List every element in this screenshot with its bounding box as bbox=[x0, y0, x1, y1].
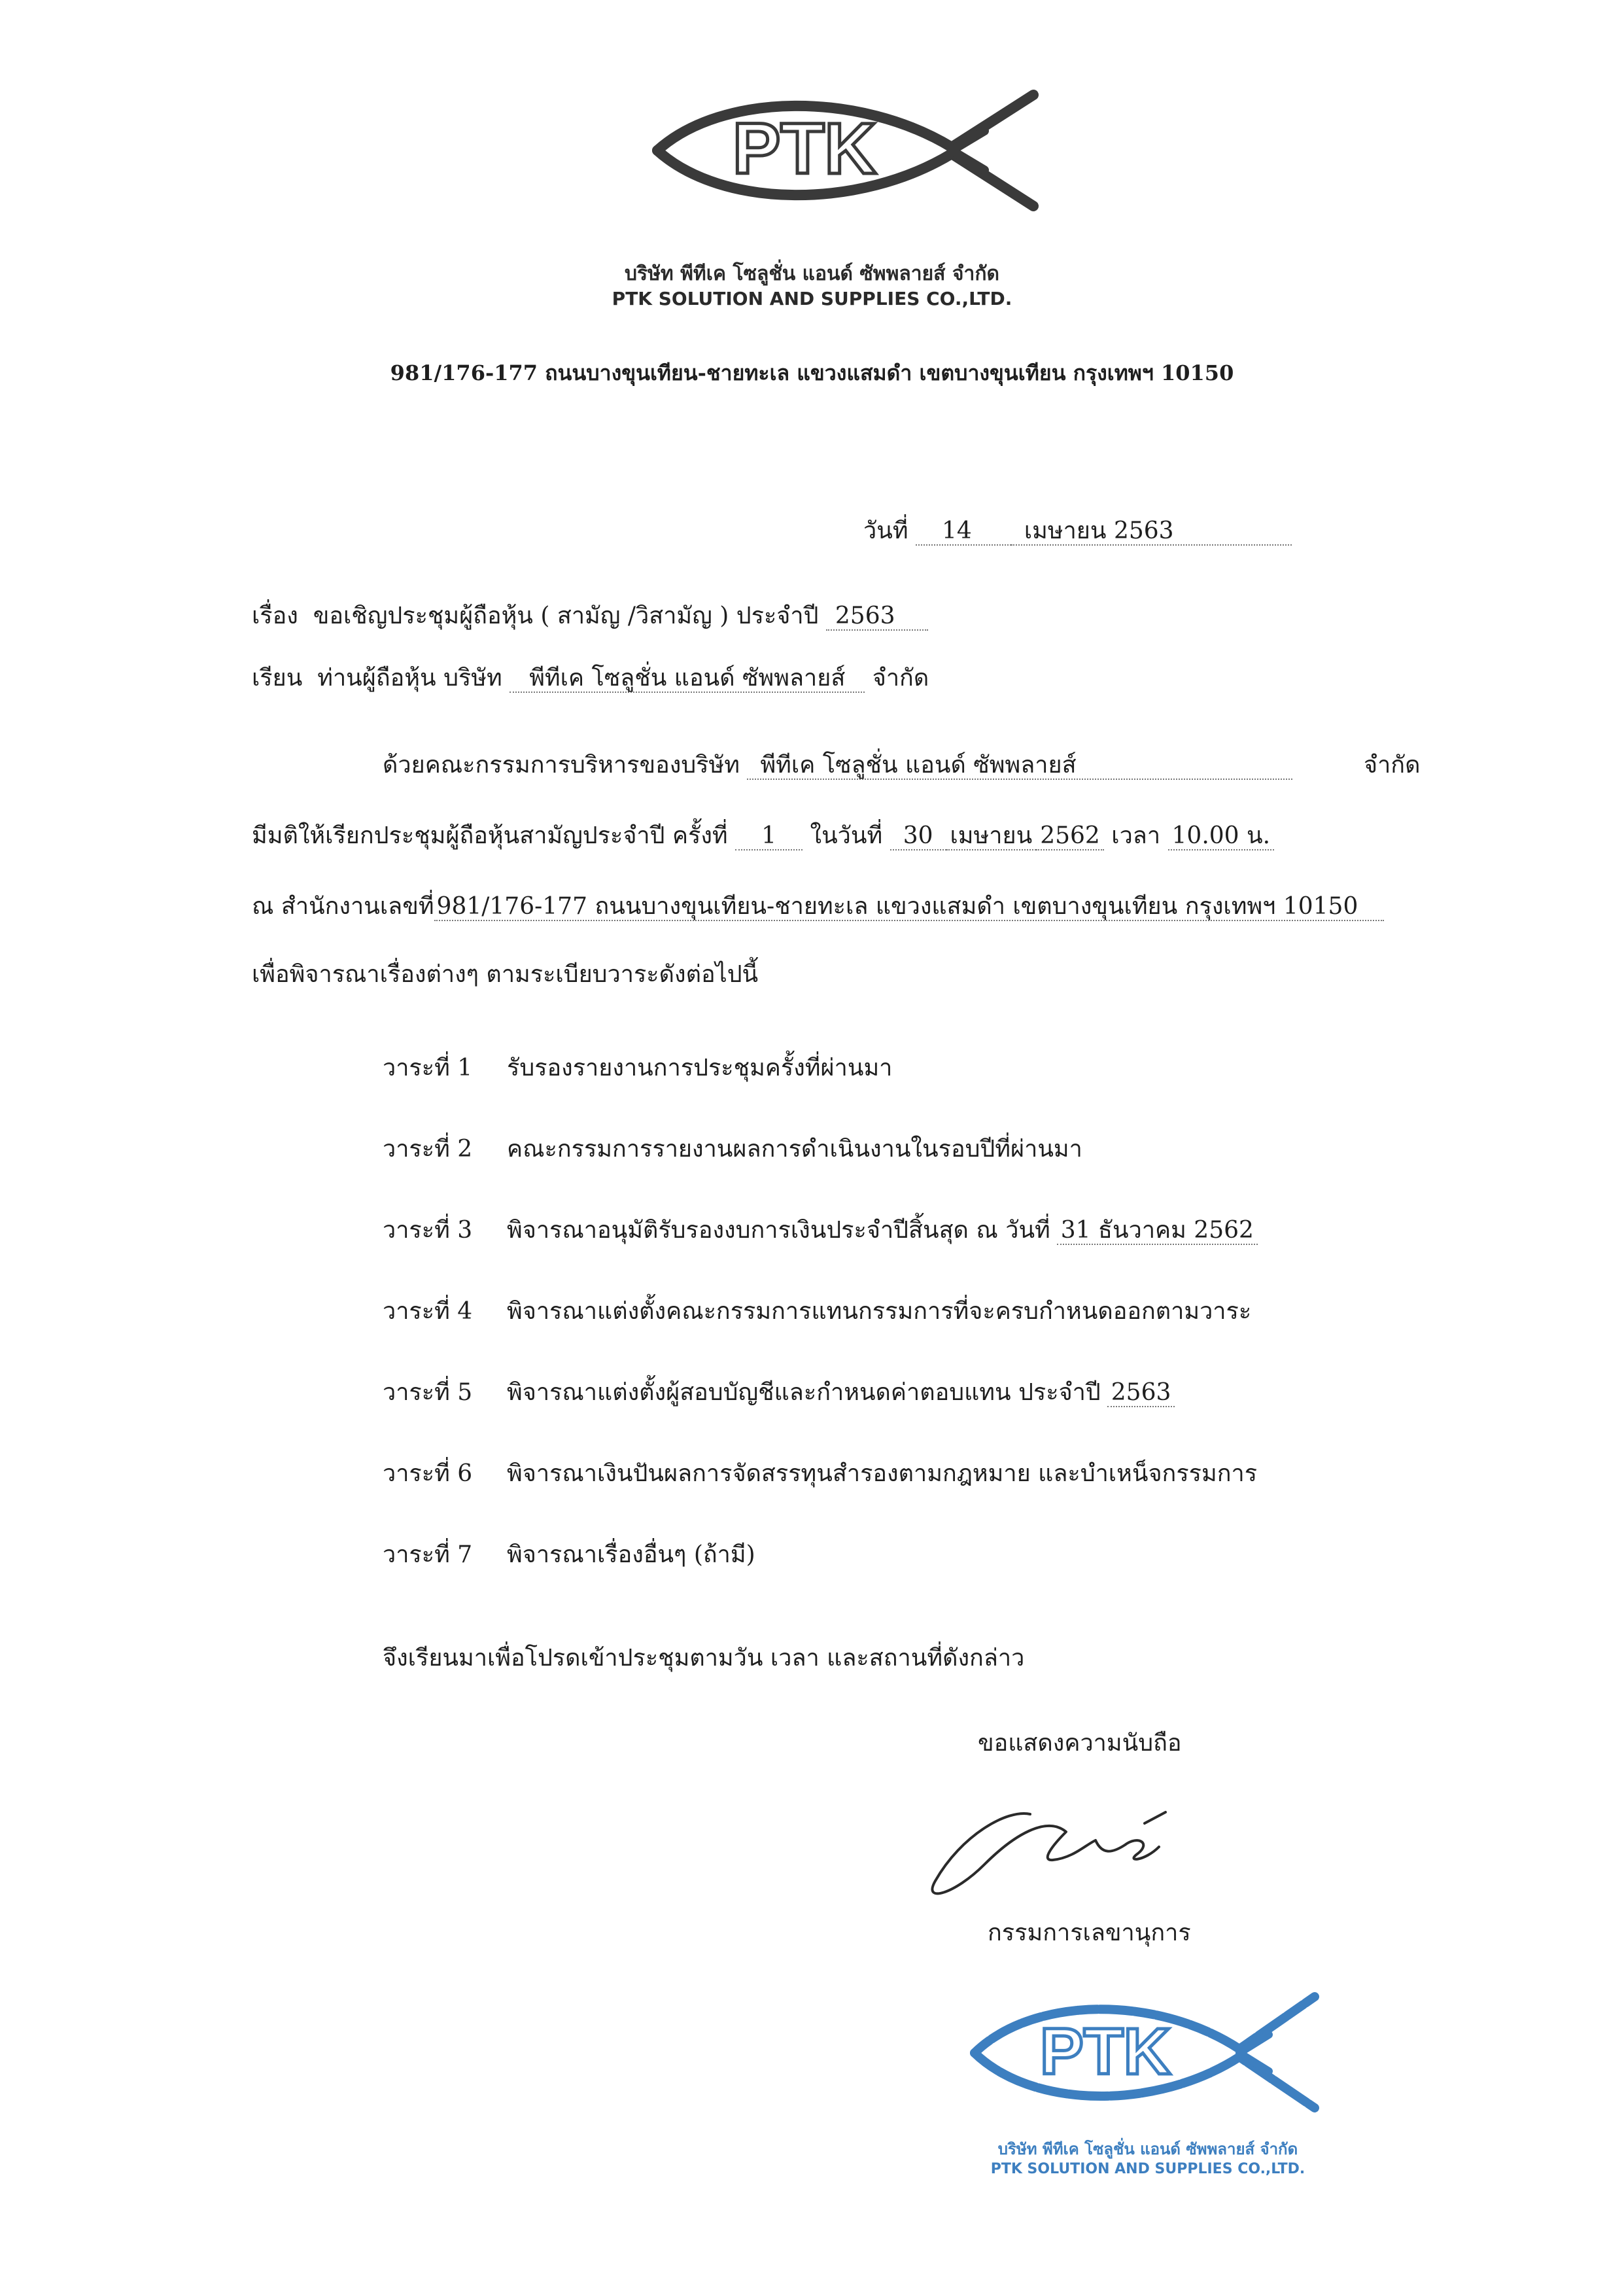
agenda-label: วาระที่ 5 bbox=[383, 1379, 473, 1406]
company-name-th: บริษัท พีทีเค โซลูชั่น แอนด์ ซัพพลายส์ จำกัด bbox=[625, 262, 999, 285]
meeting-year: 2562 bbox=[1036, 822, 1104, 850]
agenda-label: วาระที่ 3 bbox=[383, 1217, 473, 1244]
agenda-label: วาระที่ 4 bbox=[383, 1298, 473, 1325]
body-line-2: มีมติให้เรียกประชุมผู้ถือหุ้นสามัญประจำปี ครั้งที่ 1 ในวันที่ 30 เมษายน 2562 เวลา 10.00 น. bbox=[252, 816, 1274, 854]
agenda-fill: 2563 bbox=[1107, 1379, 1175, 1407]
meeting-month: เมษายน bbox=[946, 822, 1037, 850]
agenda-item bbox=[383, 1373, 1175, 1410]
stamp-name-en: PTK SOLUTION AND SUPPLIES CO.,LTD. bbox=[990, 2161, 1305, 2177]
agenda-label: วาระที่ 1 bbox=[383, 1055, 473, 1081]
agenda-text: พิจารณาแต่งตั้งผู้สอบบัญชีและกำหนดค่าตอบแทน ประจำปี bbox=[507, 1379, 1101, 1406]
date-line bbox=[863, 512, 1292, 549]
recipient-line bbox=[252, 659, 929, 696]
recipient-label: เรียน bbox=[252, 665, 303, 692]
recipient-suffix: จำกัด bbox=[872, 665, 929, 692]
agenda-text: พิจารณาอนุมัติรับรองงบการเงินประจำปีสิ้นสุด ณ วันที่ bbox=[507, 1217, 1050, 1244]
ptk-fish-logo bbox=[644, 85, 1050, 216]
agenda-item bbox=[383, 1211, 1258, 1248]
meeting-address: 981/176-177 ถนนบางขุนเทียน-ชายทะเล แขวงแสมดำ เขตบางขุนเทียน กรุงเทพฯ 10150 bbox=[434, 893, 1385, 921]
closing-text: จึงเรียนมาเพื่อโปรดเข้าประชุมตามวัน เวลา และสถานที่ดังกล่าว bbox=[383, 1645, 1025, 1672]
logo-text: PTK bbox=[733, 109, 876, 189]
subject-year: 2563 bbox=[826, 603, 928, 631]
company-stamp-logo bbox=[961, 1989, 1328, 2116]
agenda-item bbox=[383, 1535, 755, 1573]
date-day: 14 bbox=[916, 517, 1011, 546]
agenda-item bbox=[383, 1292, 1251, 1329]
date-month-year: เมษายน 2563 bbox=[1011, 517, 1292, 546]
meeting-day: 30 bbox=[890, 822, 946, 850]
agenda-item bbox=[383, 1049, 892, 1086]
signature bbox=[916, 1783, 1230, 1914]
agenda-label: วาระที่ 2 bbox=[383, 1136, 473, 1163]
stamp-logo-text: PTK bbox=[1040, 2015, 1171, 2088]
agenda-label: วาระที่ 6 bbox=[383, 1460, 473, 1487]
agenda-text: รับรองรายงานการประชุมครั้งที่ผ่านมา bbox=[507, 1055, 893, 1081]
subject-label: เรื่อง bbox=[252, 603, 298, 629]
subject-line bbox=[252, 597, 928, 634]
agenda-text: พิจารณาเรื่องอื่นๆ (ถ้ามี) bbox=[507, 1541, 755, 1568]
agenda-item bbox=[383, 1454, 1257, 1492]
body-line-1: ด้วยคณะกรรมการบริหารของบริษัท พีทีเค โซลูชั่น แอนด์ ซัพพลายส์ bbox=[383, 746, 1292, 783]
meeting-number: 1 bbox=[735, 822, 803, 850]
closing-regards: ขอแสดงความนับถือ bbox=[978, 1730, 1182, 1757]
agenda-text: คณะกรรมการรายงานผลการดำเนินงานในรอบปีที่ผ่านมา bbox=[507, 1136, 1082, 1163]
agenda-text: พิจารณาแต่งตั้งคณะกรรมการแทนกรรมการที่จะครบกำหนดออกตามวาระ bbox=[507, 1298, 1252, 1325]
body-company: พีทีเค โซลูชั่น แอนด์ ซัพพลายส์ bbox=[747, 752, 1292, 780]
agenda-label: วาระที่ 7 bbox=[383, 1541, 473, 1568]
recipient-company: พีทีเค โซลูชั่น แอนด์ ซัพพลายส์ bbox=[510, 665, 865, 693]
company-name-en: PTK SOLUTION AND SUPPLIES CO.,LTD. bbox=[612, 288, 1012, 309]
subject-text: ขอเชิญประชุมผู้ถือหุ้น ( สามัญ /วิสามัญ ) ประจำปี bbox=[313, 603, 819, 629]
body-line-3: ณ สำนักงานเลขที่ 981/176-177 ถนนบางขุนเทียน-ชายทะเล แขวงแสมดำ เขตบางขุนเทียน กรุงเทพฯ 10150 bbox=[252, 887, 1384, 924]
company-address: 981/176-177 ถนนบางขุนเทียน-ชายทะเล แขวงแสมดำ เขตบางขุนเทียน กรุงเทพฯ 10150 bbox=[390, 360, 1234, 385]
recipient-text: ท่านผู้ถือหุ้น บริษัท bbox=[317, 665, 502, 692]
agenda-text: พิจารณาเงินปันผลการจัดสรรทุนสำรองตามกฎหมาย และบำเหน็จกรรมการ bbox=[507, 1460, 1258, 1487]
body-line-4: เพื่อพิจารณาเรื่องต่างๆ ตามระเบียบวาระดังต่อไปนี้ bbox=[252, 961, 759, 988]
body-company-suffix: จำกัด bbox=[1364, 752, 1421, 779]
date-label: วันที่ bbox=[863, 517, 908, 544]
agenda-fill: 31 ธันวาคม 2562 bbox=[1057, 1217, 1258, 1245]
agenda-item bbox=[383, 1130, 1082, 1167]
signatory-title: กรรมการเลขานุการ bbox=[988, 1919, 1191, 1946]
stamp-name-th: บริษัท พีทีเค โซลูชั่น แอนด์ ซัพพลายส์ จำกัด bbox=[997, 2140, 1298, 2158]
meeting-time: 10.00 น. bbox=[1168, 822, 1275, 850]
